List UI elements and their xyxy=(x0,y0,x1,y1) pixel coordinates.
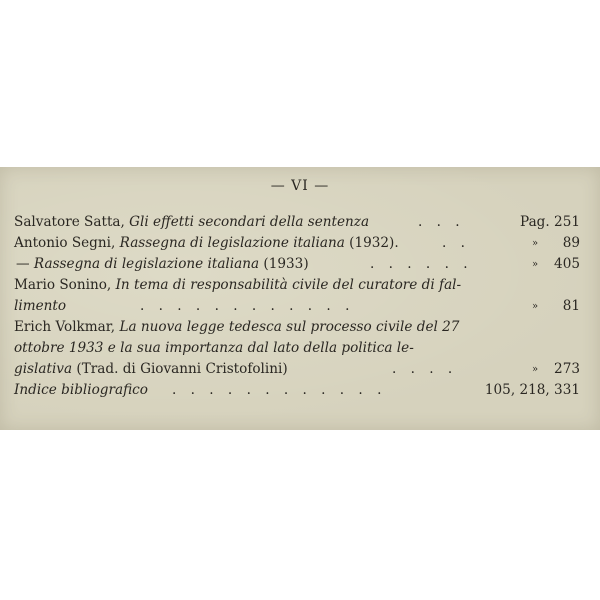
page-number: — VI — xyxy=(270,178,330,194)
toc-title: gislativa xyxy=(14,361,73,377)
toc-title: ottobre 1933 e la sua importanza dal lato della politica le- xyxy=(14,340,414,356)
toc-ditto-mark: » xyxy=(532,301,539,312)
toc-title: Indice bibliografico xyxy=(14,382,148,398)
toc-leader-dots: . . . . . . . . . . . . xyxy=(172,382,382,398)
toc-entry xyxy=(14,275,586,296)
toc-ditto-mark: » xyxy=(532,259,539,270)
toc-leader-dots: . . . . . . xyxy=(370,256,468,272)
toc-title: limento xyxy=(14,298,67,314)
toc-ditto-mark: » xyxy=(532,238,539,249)
toc-entry-continuation xyxy=(14,338,586,359)
toc-page-number: 81 xyxy=(562,298,580,314)
table-of-contents xyxy=(14,212,586,401)
toc-title: La nuova legge tedesca sul processo civile del 27 xyxy=(119,319,460,335)
toc-leader-dots: . . . . . . . . . . . . xyxy=(140,298,350,314)
book-page xyxy=(0,167,600,430)
toc-ditto-mark: » xyxy=(532,364,539,375)
toc-page-number: 405 xyxy=(554,256,580,272)
toc-entry xyxy=(14,380,586,401)
toc-leader-dots: . . . xyxy=(418,214,460,230)
toc-author: Mario Sonino, xyxy=(14,277,112,293)
toc-entry xyxy=(14,254,586,275)
toc-entry-continuation xyxy=(14,296,586,317)
toc-page-number: 273 xyxy=(554,361,580,377)
toc-leader-dots: . . xyxy=(442,235,465,251)
toc-page-label: Pag. xyxy=(520,214,550,230)
toc-leader-dots: . . . . xyxy=(392,361,453,377)
toc-title: Rassegna di legislazione italiana xyxy=(33,256,260,272)
toc-ditto-author: — xyxy=(16,256,30,272)
toc-entry-continuation xyxy=(14,359,586,380)
toc-page-number: 89 xyxy=(562,235,580,251)
toc-title-suffix: (Trad. di Giovanni Cristofolini) xyxy=(76,361,288,377)
toc-author: Erich Volkmar, xyxy=(14,319,116,335)
toc-title-suffix: (1933) xyxy=(263,256,309,272)
toc-author: Salvatore Satta, xyxy=(14,214,125,230)
toc-page-number: 105, 218, 331 xyxy=(484,382,580,398)
toc-entry xyxy=(14,233,586,254)
toc-entry xyxy=(14,317,586,338)
toc-page-number: 251 xyxy=(554,214,580,230)
toc-title-suffix: (1932). xyxy=(349,235,399,251)
toc-entry xyxy=(14,212,586,233)
toc-page-ref xyxy=(520,212,580,233)
toc-title: In tema di responsabilità civile del curatore di fal- xyxy=(115,277,462,293)
toc-author: Antonio Segni, xyxy=(14,235,116,251)
toc-title: Rassegna di legislazione italiana xyxy=(119,235,345,251)
toc-title: Gli effetti secondari della sentenza xyxy=(129,214,370,230)
